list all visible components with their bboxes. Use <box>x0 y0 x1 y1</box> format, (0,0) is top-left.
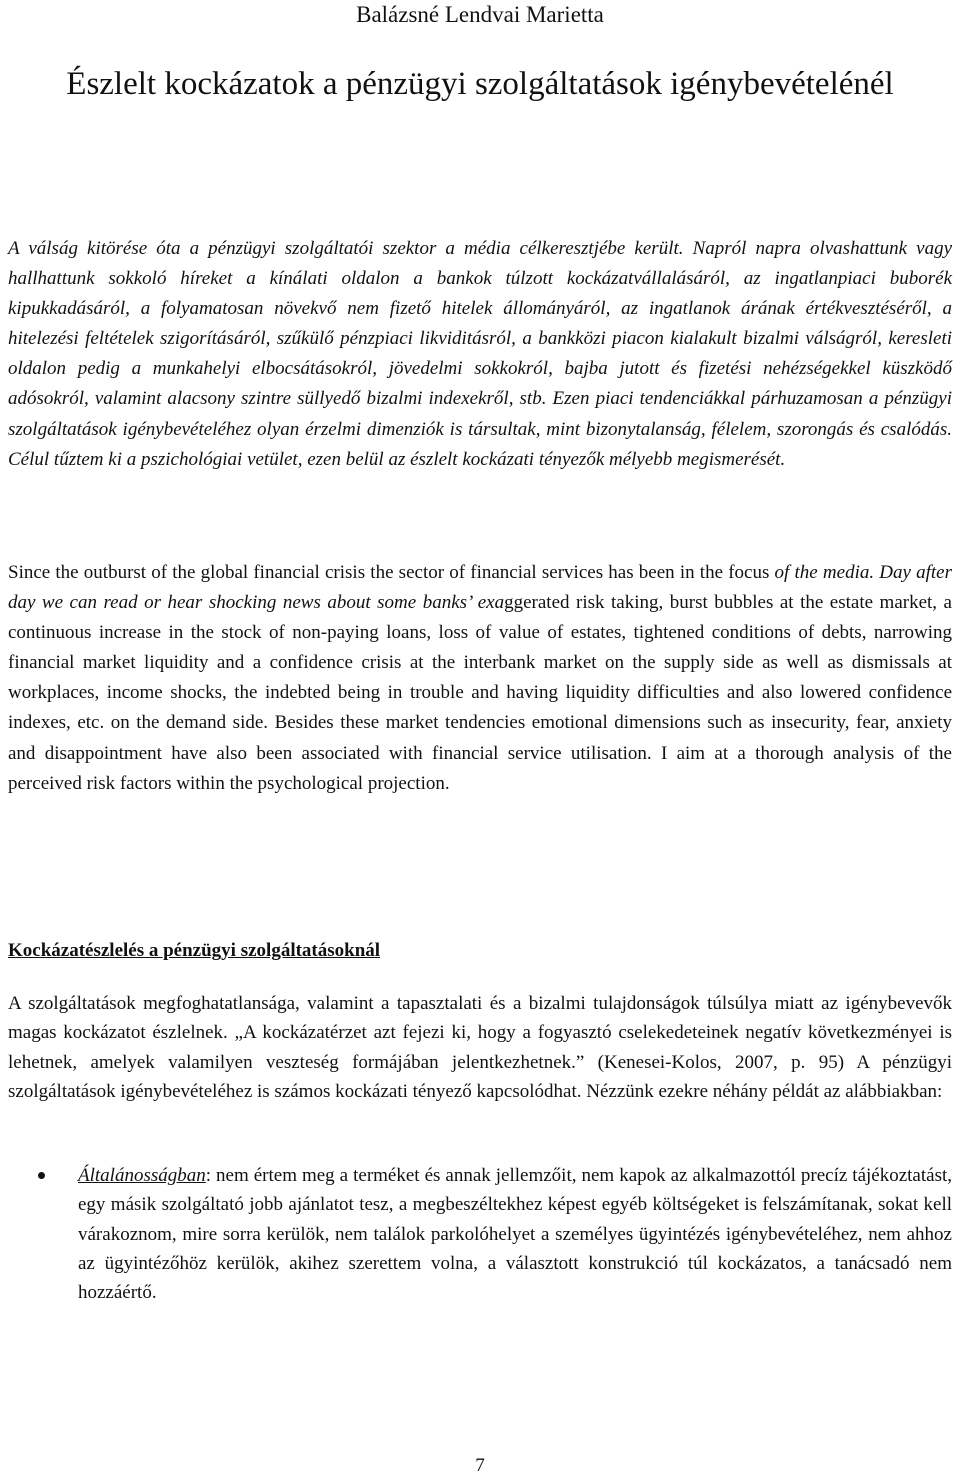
list-item-text: : nem értem meg a terméket és annak jellemzőit, nem kapok az alkalmazottól precíz tájékoztatást, egy másik szolgáltató jobb ajánlatot tesz, a megbeszéltekhez képest egyéb költségeket is felszámítanak, sokat kell várakoznom, mire sorra kerülök, nem találok parkolóhelyet a személyes ügyintézés igénybevételéhez, nem ahhoz az ügyintézőhöz kerülök, akihez szerettem volna, a választott konstrukció túl kockázatos, a tanácsadó nem hozzáértő. <box>78 1165 952 1304</box>
section-paragraph: A szolgáltatások megfoghatatlansága, valamint a tapasztalati és a bizalmi tulajdonságok túlsúlya miatt az igénybevevők magas kockázatot észlelnek. „A kockázatérzet azt fejezi ki, hogy a fogyasztó cselekedeteinek negatív következményei is lehetnek, amelyek valamilyen veszteség formájában jelentkezhetnek.” (Kenesei-Kolos, 2007, p. 95) A pénzügyi szolgáltatások igénybevételéhez is számos kockázati tényező kapcsolódhat. Nézzünk ezekre néhány példát az alábbiakban: <box>8 993 952 1102</box>
section-heading: Kockázatészlelés a pénzügyi szolgáltatásoknál <box>8 940 381 961</box>
abstract-english-part-3: ggerated risk taking, burst bubbles at the estate market, a continuous increase in the stock of non-paying loans, loss of value of estates, tightened conditions of debts, narrowing financial market liquidity and a confidence crisis at the interbank market on the supply side as well as dismissals at workplaces, income shocks, the indebted being in trouble and having liquidity difficulties and also lowered confidence indexes, etc. on the demand side. Besides these market tendencies emotional dimensions such as insecurity, fear, anxiety and disappointment have also been associated with financial service utilisation. I aim at a thorough analysis of the perceived risk factors within the psychological projection. <box>8 592 952 794</box>
abstract-english-part-1: Since the outburst of the global financial crisis the sector of financial services has been in the focus <box>8 562 775 583</box>
author-name: Balázsné Lendvai Marietta <box>356 2 604 27</box>
abstract-english-part-2: of the media. Day after day we can read or hear shocking news about some banks’ exa <box>8 562 953 614</box>
paper-title: Észlelt kockázatok a pénzügyi szolgáltatások igénybevételénél <box>66 66 894 102</box>
abstract-english <box>8 558 952 799</box>
risk-examples-list <box>38 1161 952 1307</box>
page-number: 7 <box>475 1455 485 1476</box>
list-item <box>38 1161 952 1307</box>
list-item-term: Általánosságban <box>78 1165 206 1186</box>
bullet-dot-icon <box>38 1172 45 1179</box>
abstract-hungarian-text: A válság kitörése óta a pénzügyi szolgáltatói szektor a média célkeresztjébe került. Napról napra olvashattunk vagy hallhattunk sokkoló híreket a kínálati oldalon a bankok túlzott kockázatvállalásáról, az ingatlanpiaci buborék kipukkadásáról, a folyamatosan növekvő nem fizető hitelek állományáról, az ingatlanok árának értékvesztéséről, a hitelezési feltételek szigorításáról, szűkülő pénzpiaci likviditásról, a bankközi piacon kialakult bizalmi válságról, keresleti oldalon pedig a munkahelyi elbocsátásokról, jövedelmi sokkokról, bajba jutott és fizetési nehézségekkel küszködő adósokról, valamint alacsony szintre süllyedő bizalmi indexekről, stb. Ezen piaci tendenciákkal párhuzamosan a pénzügyi szolgáltatások igénybevételéhez olyan érzelmi dimenziók is társultak, mint bizonytalanság, félelem, szorongás és csalódás. Célul tűztem ki a pszichológiai vetület, ezen belül az észlelt kockázati tényezők mélyebb megismerését. <box>8 238 952 470</box>
abstract-hungarian <box>8 234 952 475</box>
